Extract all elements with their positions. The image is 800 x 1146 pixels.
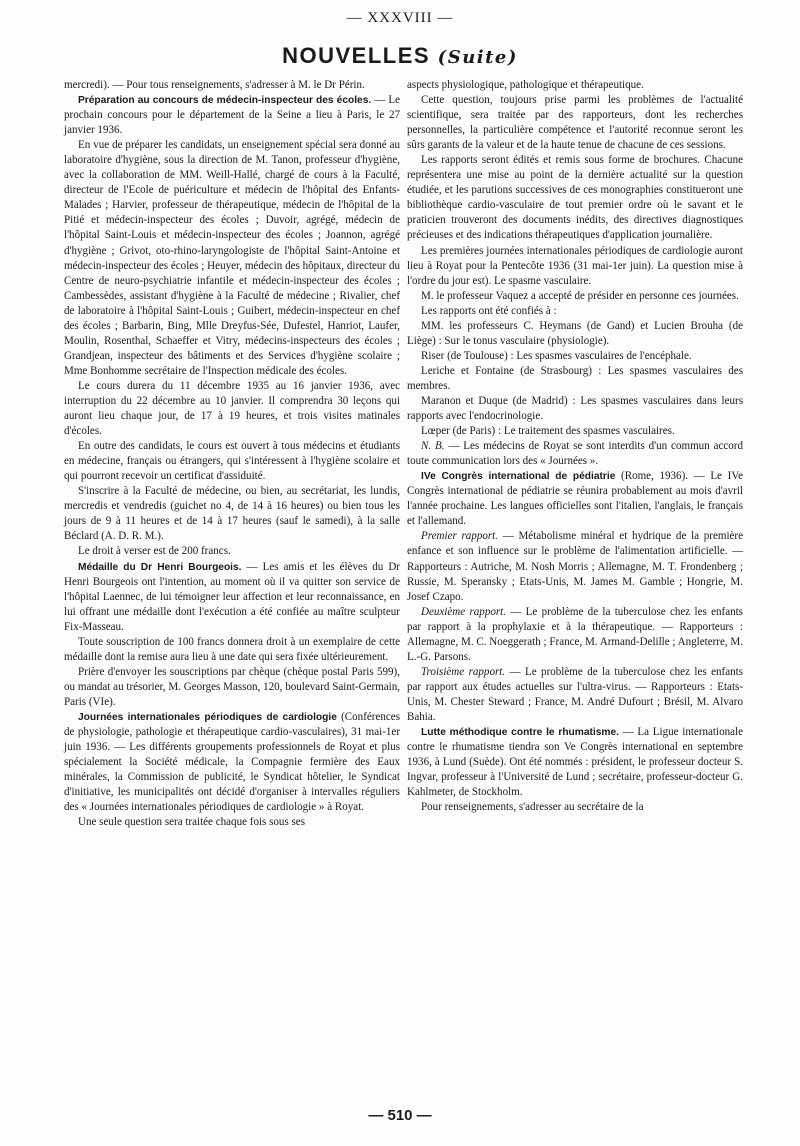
text-lutte: — La Ligue internationale contre le rhumatisme tiendra son Ve Congrès international en septembre 1936, à Lund (Suède). Ont été nommés : président, le professeur docteur S. Ingvar, professeur à l'Université de Lund ; secrétaire, professeur-docteur G. Kahlmeter, de Stockholm. (407, 726, 743, 799)
paragraph-journees (64, 710, 400, 815)
right-column (407, 78, 743, 815)
section-title-text: NOUVELLES (282, 43, 431, 68)
paragraph-question: Une seule question sera traitée chaque fois sous ses (78, 816, 306, 829)
paragraph-priere: Prière d'envoyer les souscriptions par chèque (chèque postal Paris 599), ou mandat au trésorier, M. Georges Masson, 120, boulevard Saint-Germain, Paris (VIe). (64, 665, 400, 708)
label-troisieme-rapport: Troisième rapport. (421, 665, 506, 678)
page-roman-numeral: — XXXVIII — (346, 10, 454, 26)
paragraph-inscrire: S'inscrire à la Faculté de médecine, ou bien, au secrétariat, les lundis, mercredis et vendredis (guichet no 4, de 14 à 16 heures) ou bien tous les jours de 9 à 11 heures et de 14 à 17 heures (sauf le samedi), à la salle Béclard (A. D. R. M.). (64, 485, 400, 543)
paragraph-perin: mercredi). — Pour tous renseignements, s'adresser à M. le Dr Périn. (64, 79, 365, 91)
paragraph-congres (407, 469, 743, 529)
paragraph-premier-rapport (407, 529, 743, 604)
paragraph-souscription: Toute souscription de 100 francs donnera droit à un exemplaire de cette médaille dont la remise aura lieu à une date qui sera fixée ultérieurement. (64, 635, 400, 663)
heading-preparation: Préparation au concours de médecin-inspecteur des écoles. (78, 95, 372, 107)
text-journees: (Conférences de physiologie, pathologie et thérapeutique cardio-vasculaires), 31 mai-1er juin 1936. — Les différents groupements professionnels de Royat et plus spécialement la Société médicale, la Compagnie fermière des Eaux minérales, la Commission de publicité, le Syndicat hôtelier, le Syndicat d'initiative, les municipalités ont décidé d'organiser à intervalles réguliers des « Journées internationales périodiques de cardiologie » à Royat. (64, 710, 400, 814)
paragraph-nb (407, 439, 743, 469)
paragraph-confies: Les rapports ont été confiés à : (421, 304, 557, 317)
paragraph-enseignement: En vue de préparer les candidats, un enseignement spécial sera donné au laboratoire d'hygiène, sous la direction de M. Tanon, professeur d'hygiène, avec la collaboration de MM. Weill-Hallé, chargé de cours à la Faculté, directeur de l'Ecole de puériculture et médecin de l'hôpital des Enfants-Malades ; Harvier, professeur de thérapeutique, médecin de l'hôpital de la Pitié et médecin-inspecteur des écoles ; Duvoir, agrégé, médecin de l'hôpital Saint-Louis et médecin-inspecteur des écoles ; Joannon, agrégé d'hygiène ; Grivot, oto-rhino-laryngologiste de l'hôpital Saint-Antoine et médecin-inspecteur des écoles ; Heuyer, médecin des hôpitaux, directeur du Centre de neuro-psychiatrie infantile et médecin-inspecteur des écoles ; Cambessèdes, assistant d'hygiène à la Faculté de médecine ; Rivalier, chef de laboratoire à l'hôpital Saint-Louis ; Guibert, médecin-inspecteur en chef des écoles ; Barbarin, Bing, Mlle Dreyfus-Sée, Dufestel, Hanriot, Laufer, Moulin, Rosenthal, Schaeffer et Vitry, médecins-inspecteurs des écoles ; Grandjean, inspecteur des bâtiments et des Services d'hygiène scolaire ; Mme Bonhomme secrétaire de l'Inspection médicale des écoles. (64, 139, 400, 377)
paragraph-preparation (64, 93, 400, 138)
section-title-suffix: (Suite) (437, 47, 518, 68)
paragraph-cours: Le cours durera du 11 décembre 1935 au 16 janvier 1936, avec interruption du 22 décembre au 10 janvier. Il comprendra 30 leçons qui auront lieu chaque jour, de 17 à 19 heures, et trois visites matinales d'écoles. (64, 379, 400, 438)
paragraph-droit: Le droit à verser est de 200 francs. (78, 545, 231, 558)
heading-journees: Journées internationales périodiques de cardiologie (78, 711, 337, 723)
section-title (0, 43, 800, 69)
label-deuxieme-rapport: Deuxième rapport. (421, 605, 506, 618)
page-number: — 510 — (368, 1107, 432, 1124)
text-deuxieme-rapport: — Le problème de la tuberculose chez les enfants par rapport à la prophylaxie et à la thérapeutique. — Rapporteurs : Allemagne, M. C. Noeggerath ; France, M. Armand-Delille ; Angleterre, M. L.-G. Parsons. (407, 605, 743, 663)
text-congres: (Rome, 1936). — Le IVe Congrès international de pédiatrie se réunira probablement au mois d'avril l'année prochaine. Les langues officielles sont l'italien, l'anglais, le français et l'allemand. (407, 470, 743, 528)
paragraph-troisieme-rapport (407, 665, 743, 725)
paragraph-riser: Riser (de Toulouse) : Les spasmes vasculaires de l'encéphale. (421, 349, 692, 362)
text-medaille: — Les amis et les élèves du Dr Henri Bourgeois ont l'intention, au moment où il va quitter son service de l'hôpital Laennec, de lui témoigner leur affection et leur reconnaissance, en lui offrant une médaille dont l'exécution a été confiée au maître sculpteur Fix-Masseau. (64, 560, 400, 633)
heading-lutte: Lutte méthodique contre le rhumatisme. (421, 727, 619, 739)
paragraph-premieres: Les premières journées internationales périodiques de cardiologie auront lieu à Royat pour la Pentecôte 1936 (31 mai-1er juin). La question mise à l'ordre du jour est). Le spasme vasculaire. (407, 244, 743, 287)
paragraph-ouvert: En outre des candidats, le cours est ouvert à tous médecins et étudiants en médecine, français ou étrangers, qui s'intéressent à l'hygiène scolaire et qui pourront recevoir un certificat d'assiduité. (64, 440, 400, 483)
paragraph-rapports: Les rapports seront édités et remis sous forme de brochures. Chacune représentera une mise au point de la dernière actualité sur la question étudiée, et les parutions successives de ces monographies constitueront une bibliothèque cardio-vasculaire de tout premier ordre où le savant et le praticien trouveront des documents inédits, des directives diagnostiques précieuses et des indications thérapeutiques d'application journalière. (407, 154, 743, 242)
paragraph-vaquez: M. le professeur Vaquez a accepté de présider en personne ces journées. (421, 289, 739, 302)
paragraph-pour: Pour renseignements, s'adresser au secrétaire de la (421, 801, 644, 814)
paragraph-loeper: Lœper (de Paris) : Le traitement des spasmes vasculaires. (421, 425, 675, 438)
paragraph-deuxieme-rapport (407, 605, 743, 665)
heading-congres: IVe Congrès international de pédiatrie (421, 471, 616, 483)
nb-label: N. B. (421, 440, 445, 453)
text-preparation: — Le prochain concours pour le département de la Seine a lieu à Paris, le 27 janvier 1936. (64, 94, 400, 137)
paragraph-cette-question: Cette question, toujours prise parmi les problèmes de l'actualité scientifique, sera traitée par des rapporteurs, dont les recherches personnelles, la particulière compétence et l'autorité reconnue seront les sûrs garants de la valeur et de la haute tenue de chacune de ces sessions. (407, 94, 743, 152)
paragraph-lutte (407, 725, 743, 800)
text-troisieme-rapport: — Le problème de la tuberculose chez les enfants par rapport aux études actuelles sur l'ultra-virus. — Rapporteurs : Etats-Unis, M. Chester Steward ; France, M. André Dufourt ; Brésil, M. Alvaro Bahia. (407, 665, 743, 723)
nb-text: — Les médecins de Royat se sont interdits d'un commun accord toute communication lors des « Journées ». (407, 440, 744, 468)
label-premier-rapport: Premier rapport. (421, 530, 499, 543)
paragraph-maranon: Maranon et Duque (de Madrid) : Les spasmes vasculaires dans leurs rapports avec l'endocrinologie. (407, 394, 743, 423)
paragraph-leriche: Leriche et Fontaine (de Strasbourg) : Les spasmes vasculaires des membres. (407, 364, 743, 392)
left-column (64, 78, 400, 830)
paragraph-aspects: aspects physiologique, pathologique et thérapeutique. (407, 79, 644, 91)
text-premier-rapport: — Métabolisme minéral et hydrique de la première enfance et son influence sur le problème de l'alimentation artificielle. — Rapporteurs : Autriche, M. Nosh Morris ; Allemagne, M. T. Frondenberg ; Russie, M. Speransky ; Etats-Unis, M. James M. Gamble ; Hongrie, M. Josef Czapo. (407, 530, 743, 603)
heading-medaille: Médaille du Dr Henri Bourgeois. (78, 561, 242, 573)
paragraph-heymans: MM. les professeurs C. Heymans (de Gand) et Lucien Brouha (de Liège) : Sur le tonus vasculaire (physiologie). (407, 319, 743, 347)
paragraph-medaille (64, 560, 400, 635)
